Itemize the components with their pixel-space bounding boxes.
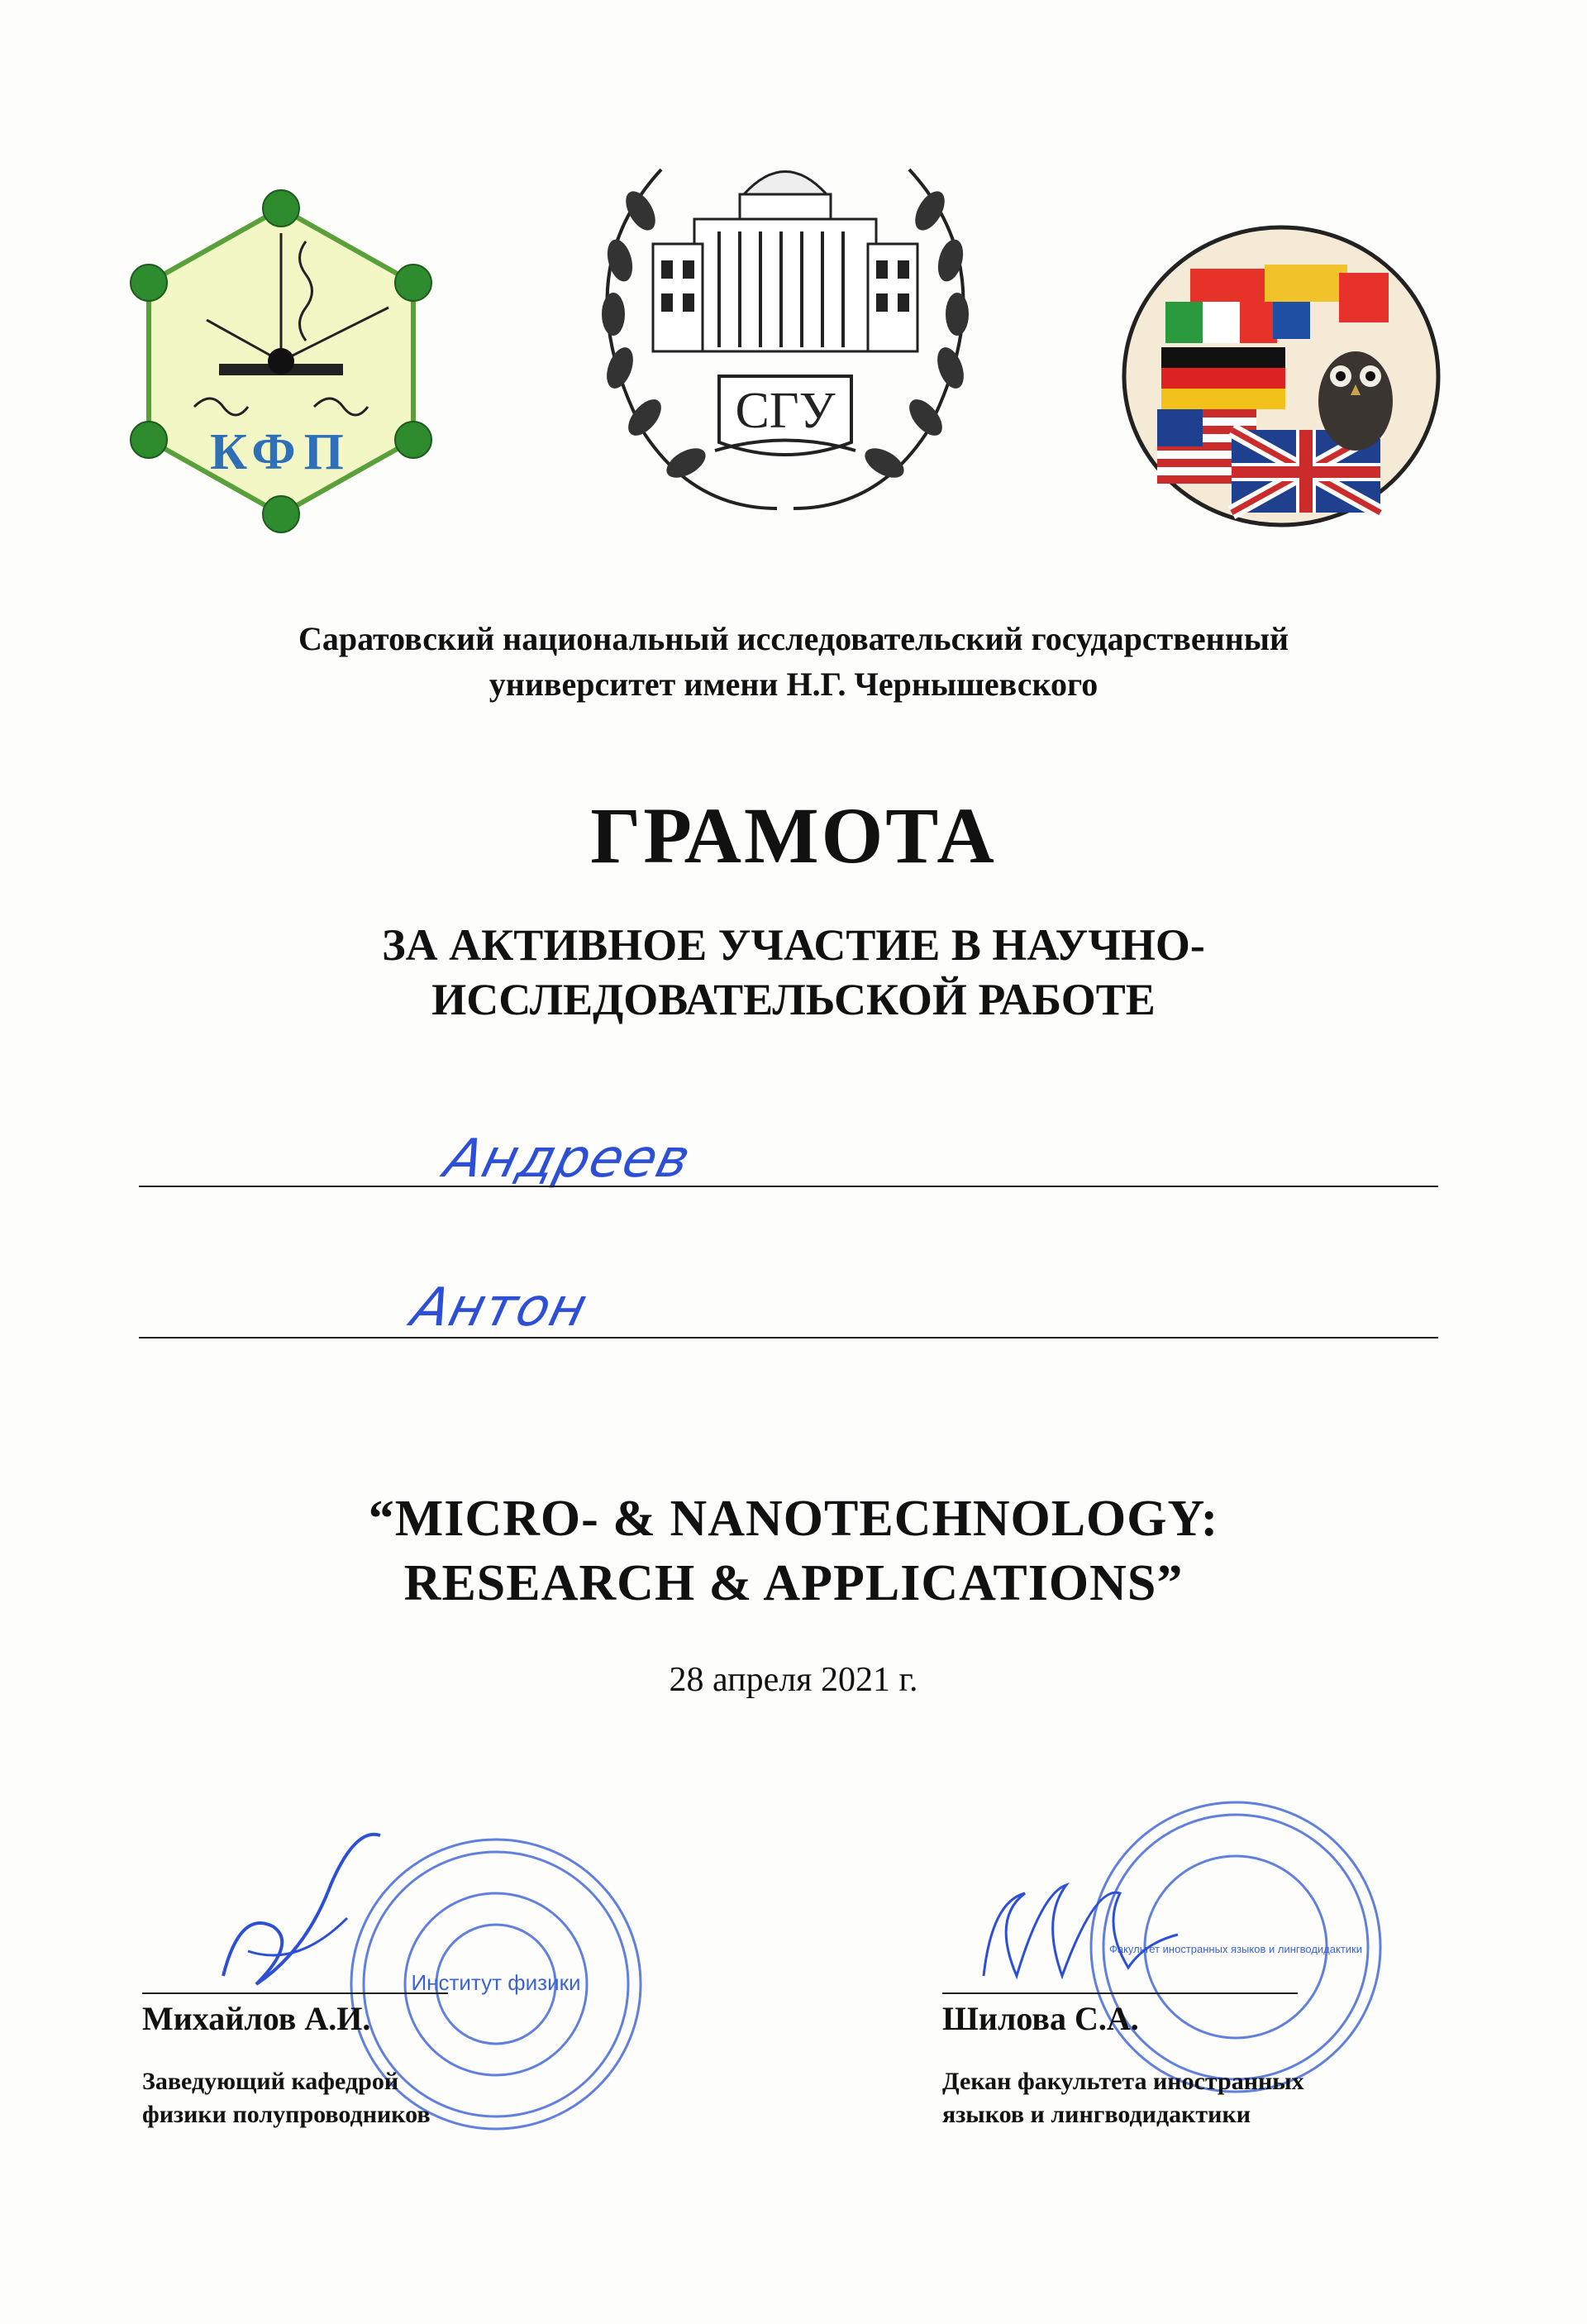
signatory-role-right-line-1: Декан факультета иностранных xyxy=(942,2068,1304,2095)
recipient-surname: Андреев xyxy=(438,1129,698,1190)
certificate-subtitle xyxy=(0,918,1587,1027)
university-name xyxy=(0,616,1587,707)
signatory-role-right xyxy=(942,2065,1304,2131)
university-line-1: Саратовский национальный исследовательский государственный xyxy=(298,620,1289,657)
certificate-title: ГРАМОТА xyxy=(590,791,997,880)
first-name-line xyxy=(139,1337,1438,1339)
university-line-2: университет имени Н.Г. Чернышевского xyxy=(488,666,1099,703)
signature-mikhailov xyxy=(190,1827,438,2009)
signatory-name-left: Михайлов А.И. xyxy=(142,2000,371,2037)
signatory-role-right-line-2: языков и лингводидактики xyxy=(942,2101,1251,2128)
certificate-date: 28 апреля 2021 г. xyxy=(669,1661,918,1699)
signatory-role-left xyxy=(142,2065,431,2131)
subtitle-line-1: ЗА АКТИВНОЕ УЧАСТИЕ В НАУЧНО- xyxy=(382,920,1205,970)
sgu-logo-text: СГУ xyxy=(735,383,836,439)
institute-stamp-text: Институт физики xyxy=(411,1970,581,1995)
kfp-logo-text: КФП xyxy=(210,424,352,480)
flags-logo xyxy=(1116,223,1446,529)
recipient-first-name: Антон xyxy=(405,1277,594,1339)
signature-line-right xyxy=(942,1992,1298,1994)
signature-line-left xyxy=(142,1992,448,1994)
conference-title xyxy=(0,1487,1587,1615)
conference-line-1: “MICRO- & NANOTECHNOLOGY: xyxy=(368,1491,1219,1547)
signatory-name-right: Шилова С.А. xyxy=(942,2000,1139,2037)
conference-line-2: RESEARCH & APPLICATIONS” xyxy=(403,1555,1184,1611)
signatory-role-left-line-2: физики полупроводников xyxy=(142,2101,431,2128)
signature-shilova xyxy=(959,1852,1223,2001)
kfp-logo xyxy=(116,184,446,547)
signatory-role-left-line-1: Заведующий кафедрой xyxy=(142,2068,399,2095)
surname-line xyxy=(139,1186,1438,1187)
sgu-logo xyxy=(570,136,1000,533)
subtitle-line-2: ИССЛЕДОВАТЕЛЬСКОЙ РАБОТЕ xyxy=(431,975,1156,1024)
faculty-stamp-text: Факультет иностранных языков и лингводидактики xyxy=(1108,1943,1363,1955)
